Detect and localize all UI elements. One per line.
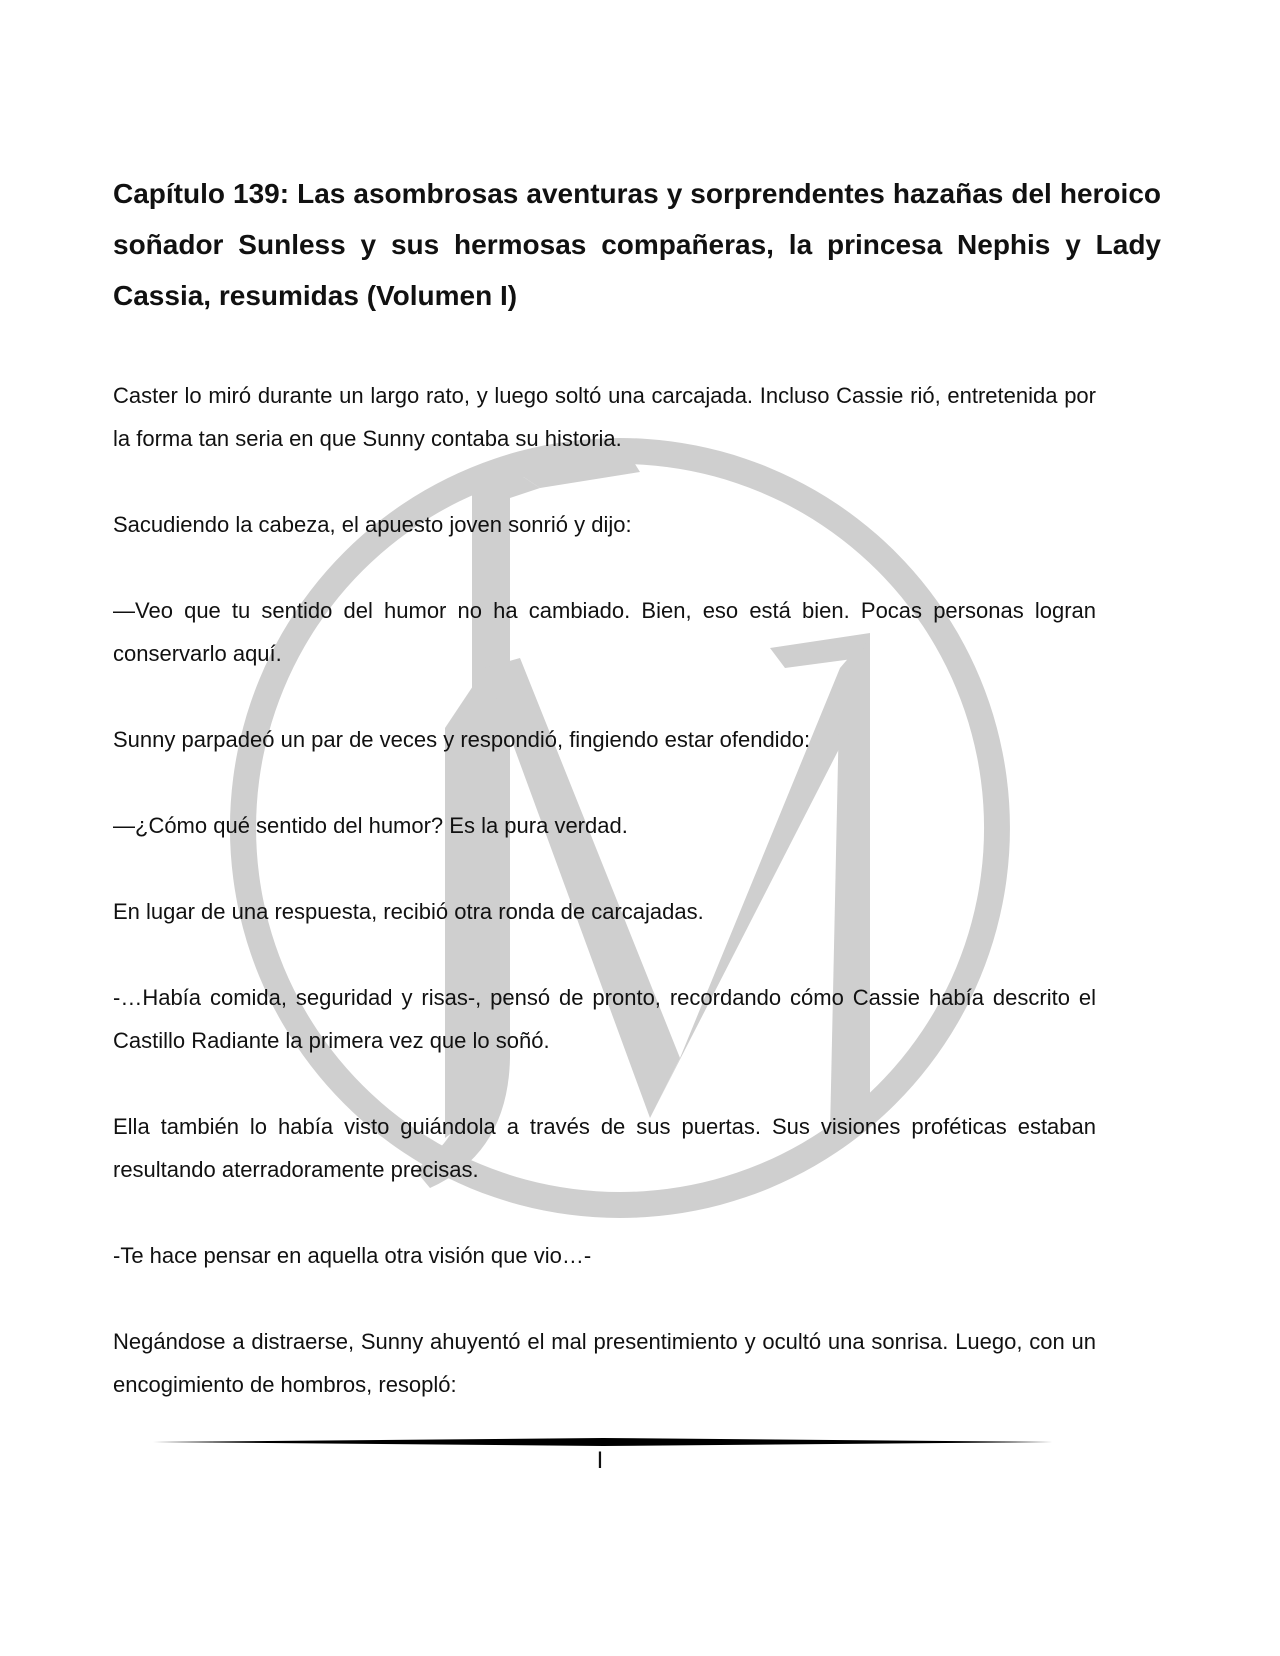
paragraph: —¿Cómo qué sentido del humor? Es la pura verdad. xyxy=(113,813,628,838)
paragraph: Negándose a distraerse, Sunny ahuyentó el mal presentimiento y ocultó una sonrisa. Luego, con un encogimiento de hombros, resopló: xyxy=(113,1329,1096,1397)
paragraph: Caster lo miró durante un largo rato, y luego soltó una carcajada. Incluso Cassie rió, entretenida por la forma tan seria en que Sunny contaba su historia. xyxy=(113,383,1096,451)
chapter-title: Capítulo 139: Las asombrosas aventuras y sorprendentes hazañas del heroico soñador Sunless y sus hermosas compañeras, la princesa Nephis y Lady Cassia, resumidas (Volumen I) xyxy=(113,178,1161,311)
paragraph: Sacudiendo la cabeza, el apuesto joven sonrió y dijo: xyxy=(113,512,632,537)
paragraph: Sunny parpadeó un par de veces y respondió, fingiendo estar ofendido: xyxy=(113,727,811,752)
paragraph: —Veo que tu sentido del humor no ha cambiado. Bien, eso está bien. Pocas personas logran conservarlo aquí. xyxy=(113,598,1096,666)
document-page xyxy=(113,168,1161,1406)
paragraph: Ella también lo había visto guiándola a través de sus puertas. Sus visiones proféticas estaban resultando aterradoramente precisas. xyxy=(113,1114,1096,1182)
paragraph: En lugar de una respuesta, recibió otra ronda de carcajadas. xyxy=(113,899,704,924)
page-number: I xyxy=(596,1447,604,1474)
paragraph: -…Había comida, seguridad y risas-, pensó de pronto, recordando cómo Cassie había descrito el Castillo Radiante la primera vez que lo soñó. xyxy=(113,985,1096,1053)
footer-divider xyxy=(153,1437,1053,1447)
paragraph: -Te hace pensar en aquella otra visión que vio…- xyxy=(113,1243,592,1268)
chapter-body xyxy=(113,374,1096,1406)
